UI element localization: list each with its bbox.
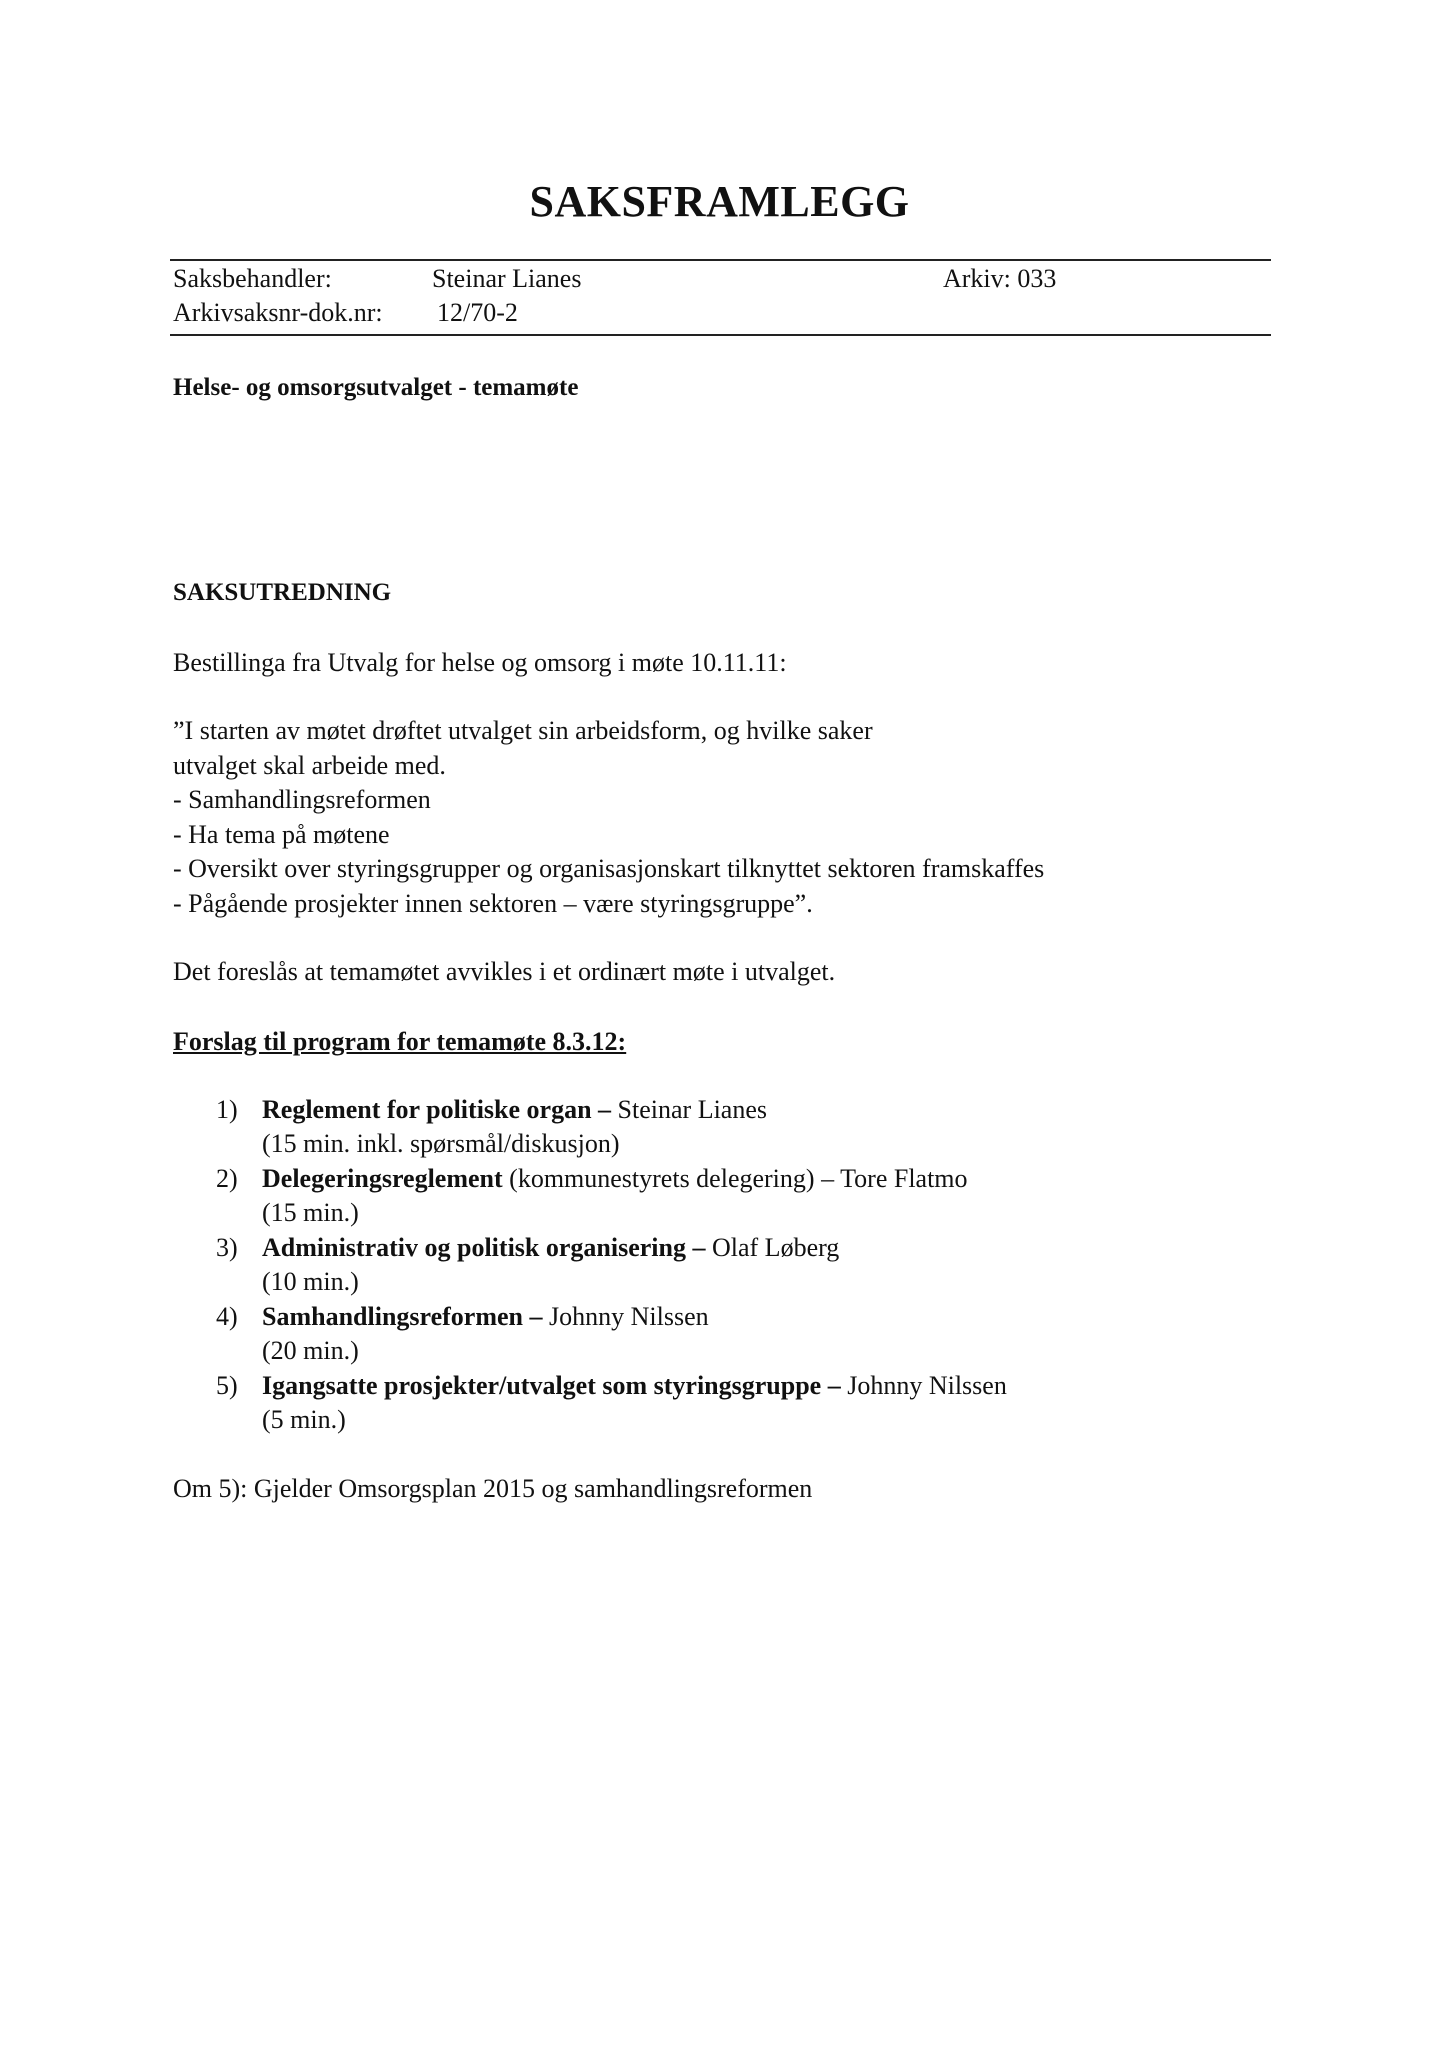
- quote-line: - Pågående prosjekter innen sektoren – være styringsgruppe”.: [173, 889, 813, 918]
- program-item-title: Delegeringsreglement: [262, 1164, 503, 1193]
- program-item: [262, 1095, 767, 1125]
- quote-line: ”I starten av møtet drøftet utvalget sin arbeidsform, og hvilke saker: [173, 716, 873, 745]
- program-item-number: 5): [216, 1371, 238, 1400]
- program-item: [262, 1233, 839, 1263]
- meta-casenr-value: 12/70-2: [437, 298, 518, 327]
- meta-caseworker-value: Steinar Lianes: [432, 264, 582, 293]
- program-item-title: Reglement for politiske organ –: [262, 1095, 612, 1124]
- program-item-duration: (15 min. inkl. spørsmål/diskusjon): [262, 1129, 620, 1158]
- program-item-title: Samhandlingsreformen –: [262, 1302, 543, 1331]
- program-item-number: 1): [216, 1095, 238, 1124]
- program-item-presenter: Johnny Nilssen: [840, 1371, 1007, 1400]
- quote-line: - Oversikt over styringsgrupper og organisasjonskart tilknyttet sektoren framskaffes: [173, 854, 1045, 883]
- section-heading: SAKSUTREDNING: [173, 579, 392, 606]
- quote-line: - Ha tema på møtene: [173, 820, 390, 849]
- quote-line: - Samhandlingsreformen: [173, 785, 431, 814]
- program-item: [262, 1164, 968, 1194]
- meta-casenr-label: Arkivsaksnr-dok.nr:: [173, 298, 383, 327]
- program-item-duration: (10 min.): [262, 1267, 359, 1296]
- header-top-rule: [170, 259, 1271, 261]
- proposal-text: Det foreslås at temamøtet avvikles i et ordinært møte i utvalget.: [173, 957, 836, 986]
- meta-archive: Arkiv: 033: [943, 264, 1057, 293]
- program-item: [262, 1371, 1007, 1401]
- program-item-duration: (15 min.): [262, 1198, 359, 1227]
- quote-line: utvalget skal arbeide med.: [173, 751, 446, 780]
- program-item-presenter: Johnny Nilssen: [542, 1302, 709, 1331]
- program-item-number: 4): [216, 1302, 238, 1331]
- program-item-duration: (5 min.): [262, 1405, 346, 1434]
- program-item: [262, 1302, 709, 1332]
- program-item-presenter: (kommunestyrets delegering) – Tore Flatmo: [502, 1164, 968, 1193]
- program-item-number: 2): [216, 1164, 238, 1193]
- case-title: Helse- og omsorgsutvalget - temamøte: [173, 374, 579, 401]
- program-item-presenter: Olaf Løberg: [705, 1233, 840, 1262]
- program-heading: Forslag til program for temamøte 8.3.12:: [173, 1027, 627, 1056]
- order-intro: Bestillinga fra Utvalg for helse og omsorg i møte 10.11.11:: [173, 648, 787, 677]
- program-item-number: 3): [216, 1233, 238, 1262]
- program-item-title: Igangsatte prosjekter/utvalget som styringsgruppe –: [262, 1371, 841, 1400]
- header-bottom-rule: [170, 334, 1271, 336]
- meta-caseworker-label: Saksbehandler:: [173, 264, 332, 293]
- program-item-duration: (20 min.): [262, 1336, 359, 1365]
- program-item-presenter: Steinar Lianes: [611, 1095, 767, 1124]
- footnote: Om 5): Gjelder Omsorgsplan 2015 og samhandlingsreformen: [173, 1474, 813, 1503]
- program-item-title: Administrativ og politisk organisering –: [262, 1233, 706, 1262]
- document-title: SAKSFRAMLEGG: [529, 177, 910, 226]
